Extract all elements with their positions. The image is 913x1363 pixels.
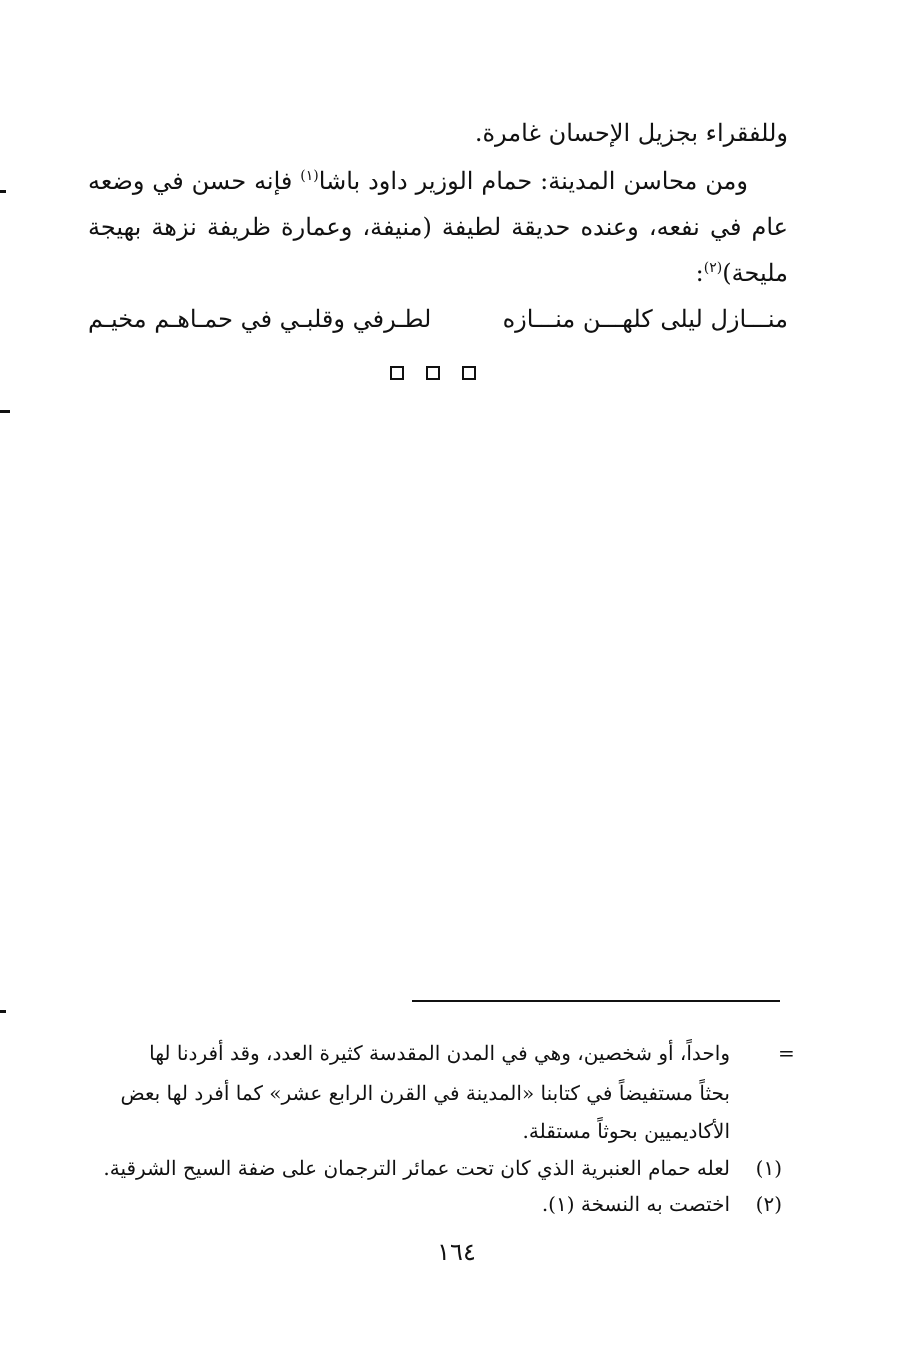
body-paragraph-2 bbox=[88, 158, 788, 296]
verse-first-hemistich: منـــازل ليلى كلهـــن منـــازه bbox=[502, 305, 788, 333]
scan-edge-mark bbox=[0, 410, 10, 413]
separator-square-icon bbox=[426, 366, 440, 380]
separator-square-icon bbox=[390, 366, 404, 380]
footnote-divider bbox=[412, 1000, 780, 1002]
para2-text-middle: فإنه حسن في وضعه عام في نفعه، وعنده حديقة لطيفة (منيفة، وعمارة ظريفة نزهة بهيجة مليحة) bbox=[88, 167, 788, 287]
footnote-2-text: اختصت به النسخة (١). bbox=[541, 1192, 730, 1216]
verse-second-hemistich: لطـرفي وقلبـي في حمـاهـم مخيـم bbox=[88, 305, 432, 333]
section-separator bbox=[390, 366, 476, 380]
separator-square-icon bbox=[462, 366, 476, 380]
scan-edge-mark bbox=[0, 190, 6, 193]
para2-text-end: : bbox=[695, 259, 704, 287]
footnote-1-number: (١) bbox=[755, 1156, 782, 1180]
footnote-continuation-marker: = bbox=[778, 1041, 795, 1065]
scan-edge-mark bbox=[0, 1010, 6, 1013]
footnote-ref-2: (٢) bbox=[703, 260, 723, 276]
footnote-1-text: لعله حمام العنبرية الذي كان تحت عمائر الترجمان على ضفة السيح الشرقية. bbox=[103, 1156, 730, 1180]
footnote-continuation-line-3: الأكاديميين بحوثاً مستقلة. bbox=[522, 1119, 730, 1143]
footnote-ref-1: (١) bbox=[300, 168, 319, 184]
poetry-verse bbox=[88, 296, 788, 342]
footnote-continuation-line-2: بحثاً مستفيضاً في كتابنا «المدينة في القرن الرابع عشر» كما أفرد لها بعض bbox=[120, 1081, 730, 1105]
footnote-continuation-line-1: واحداً، أو شخصين، وهي في المدن المقدسة كثيرة العدد، وقد أفردنا لها bbox=[149, 1041, 730, 1065]
footnote-2-number: (٢) bbox=[755, 1192, 782, 1216]
body-line-1: وللفقراء بجزيل الإحسان غامرة. bbox=[474, 119, 788, 147]
para2-text-start: ومن محاسن المدينة: حمام الوزير داود باشا bbox=[318, 167, 748, 195]
page-number: ١٦٤ bbox=[437, 1238, 476, 1266]
